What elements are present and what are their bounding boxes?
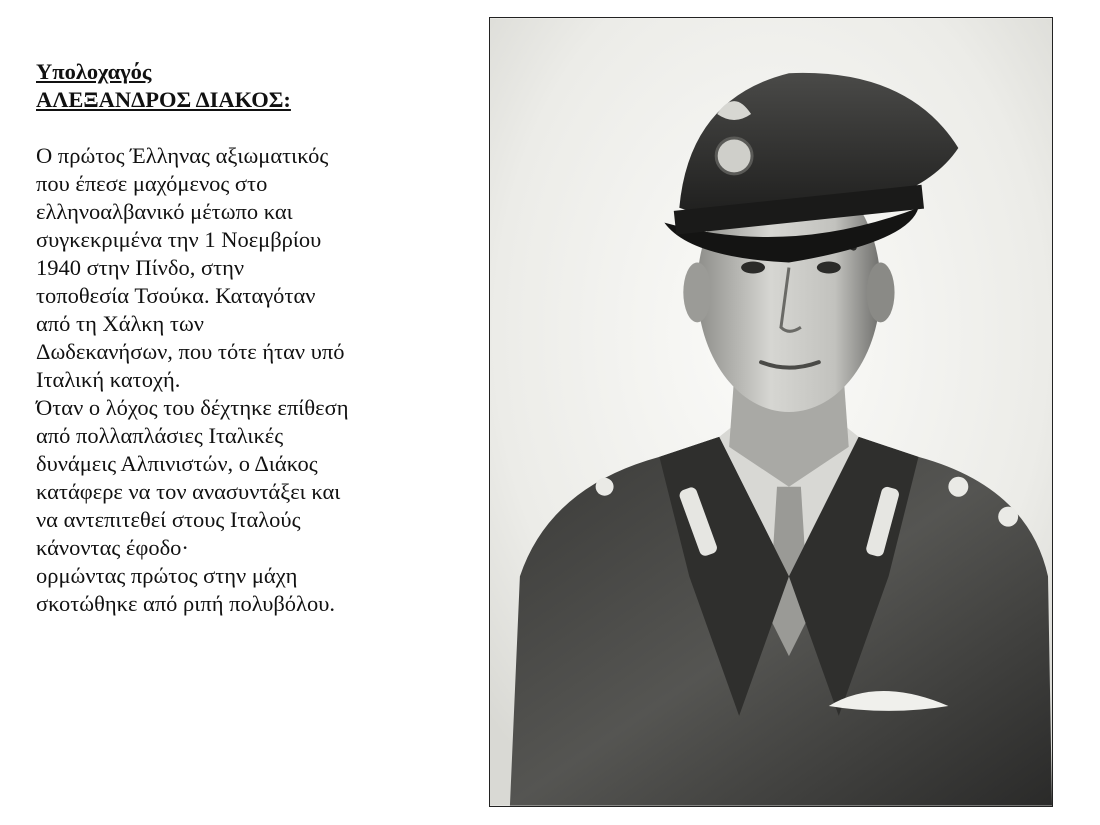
shoulder-star-icon xyxy=(998,507,1018,527)
right-eye xyxy=(817,262,841,274)
paragraph-line: που έπεσε μαχόμενος στο xyxy=(36,171,268,196)
paragraph-line: 1940 στην Πίνδο, στην xyxy=(36,255,245,280)
left-ear xyxy=(683,263,711,323)
paragraph-line: συγκεκριμένα την 1 Νοεμβρίου xyxy=(36,227,322,252)
paragraph-line: Δωδεκανήσων, που τότε ήταν υπό xyxy=(36,339,345,364)
portrait-photo-icon xyxy=(490,18,1052,806)
paragraph-line: ορμώντας πρώτος στην μάχη xyxy=(36,563,298,588)
rank-title: Υπολοχαγός xyxy=(36,59,152,84)
officer-name: ΑΛΕΞΑΝΔΡΟΣ ΔΙΑΚΟΣ: xyxy=(36,87,291,112)
paragraph-line: Ο πρώτος Έλληνας αξιωματικός xyxy=(36,143,329,168)
paragraph-line: κάνοντας έφοδο· xyxy=(36,535,189,560)
paragraph-line: να αντεπιτεθεί στους Ιταλούς xyxy=(36,507,301,532)
paragraph-line: τοποθεσία Τσούκα. Καταγόταν xyxy=(36,283,316,308)
paragraph-line: Όταν ο λόχος του δέχτηκε επίθεση xyxy=(36,395,349,420)
shoulder-star-icon xyxy=(596,478,614,496)
paragraph-line: από πολλαπλάσιες Ιταλικές xyxy=(36,423,284,448)
paragraph-line: δυνάμεις Αλπινιστών, ο Διάκος xyxy=(36,451,318,476)
paragraph-line: Ιταλική κατοχή. xyxy=(36,367,181,392)
right-ear xyxy=(867,263,895,323)
cap-badge-icon xyxy=(716,138,752,174)
title-heading xyxy=(36,58,476,114)
shoulder-star-icon xyxy=(948,477,968,497)
biography-text-column xyxy=(36,58,476,618)
paragraph-line: από τη Χάλκη των xyxy=(36,311,204,336)
officer-portrait-photo xyxy=(489,17,1053,807)
left-eye xyxy=(741,262,765,274)
paragraph-line: κατάφερε να τον ανασυντάξει και xyxy=(36,479,341,504)
paragraph-line: σκοτώθηκε από ριπή πολυβόλου. xyxy=(36,591,335,616)
paragraph-line: ελληνοαλβανικό μέτωπο και xyxy=(36,199,293,224)
biography-paragraph xyxy=(36,142,476,618)
